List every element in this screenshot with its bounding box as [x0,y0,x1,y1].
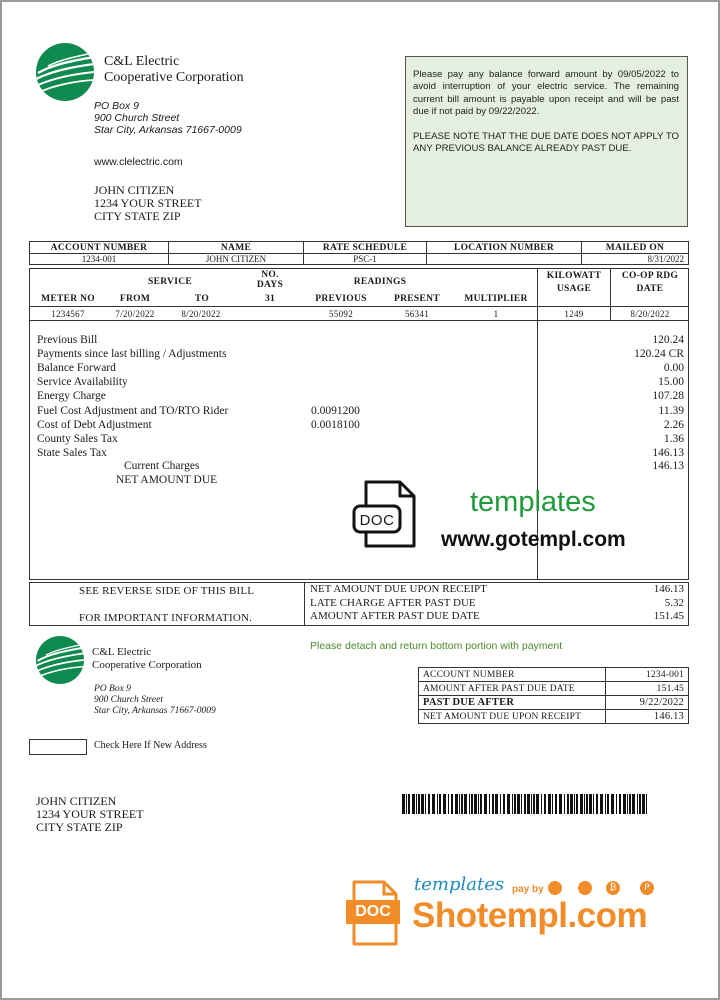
from-header: FROM [119,294,151,304]
reverse-side-line2: FOR IMPORTANT INFORMATION. [79,612,253,624]
meter-no-header: METER NO [41,294,95,304]
charge-label: Cost of Debt Adjustment [37,418,152,431]
no-days-header: NO. DAYS [256,270,284,290]
charge-amount: 0.00 [663,362,684,375]
after-due-value: 151.45 [653,610,684,622]
watermark-url[interactable]: www.gotempl.com [441,528,626,551]
barcode [402,794,650,814]
charge-label: Payments since last billing / Adjustments [37,348,227,361]
net-due-value: 146.13 [653,583,684,595]
to-header: TO [194,294,210,304]
notice-paragraph-2: PLEASE NOTE THAT THE DUE DATE DOES NOT APPLY TO ANY PREVIOUS BALANCE ALREADY PAST DUE. [413,130,679,155]
charge-label: Fuel Cost Adjustment and TO/RTO Rider [37,404,229,417]
previous-value: 55092 [329,309,353,319]
coin-icon [578,881,592,895]
charge-amount: 107.28 [652,390,684,403]
stub-company-address: PO Box 9 900 Church Street Star City, Arkansas 71667-0009 [94,684,216,716]
paypal-icon: P [640,881,654,895]
mailed-on-value: 8/31/2022 [582,254,689,265]
days-value: 31 [264,294,276,304]
location-number-value [427,254,582,265]
to-value: 8/20/2022 [181,309,221,319]
new-address-label: Check Here If New Address [94,740,207,751]
meter-no-value: 1234567 [51,309,85,319]
name-header: NAME [169,242,304,254]
readings-header: READINGS [353,277,407,287]
company-street: 900 Church Street [94,112,180,124]
company-city: Star City, Arkansas 71667-0009 [94,124,242,136]
company-website[interactable]: www.clelectric.com [94,156,183,168]
charge-label: Service Availability [37,376,128,389]
net-amount-due-label: NET AMOUNT DUE [116,474,218,486]
multiplier-header: MULTIPLIER [464,294,528,304]
late-charge-value: 5.32 [664,596,684,609]
charge-label: Balance Forward [37,362,116,375]
charge-label: Previous Bill [37,334,98,346]
name-value: JOHN CITIZEN [169,254,304,265]
customer-city: CITY STATE ZIP [94,209,181,223]
detach-instruction: Please detach and return bottom portion with payment [310,640,563,652]
customer-name: JOHN CITIZEN [94,183,175,197]
coop-date-value: 8/20/2022 [630,309,670,319]
charge-label: County Sales Tax [37,432,118,445]
summary-values [654,583,684,624]
doc-file-icon [352,478,424,550]
charge-rate: 0.0091200 [311,404,360,417]
card-icon [548,881,562,895]
company-name [104,54,244,86]
pay-by-label: pay by [512,884,544,895]
bitcoin-icon: ₿ [606,881,620,895]
footer-templates-script: templates [414,874,505,895]
company-name-line1: C&L Electric [104,54,180,69]
after-due-label: AMOUNT AFTER PAST DUE DATE [310,610,480,622]
company-address [94,100,242,136]
kwh-value: 1249 [564,309,584,319]
doc-label: DOC [359,512,395,529]
footer-doc-icon [344,878,404,950]
customer-address [94,184,202,223]
mailed-on-header: MAILED ON [582,242,689,254]
location-number-header: LOCATION NUMBER [427,242,582,254]
notice-paragraph-1: Please pay any balance forward amount by 09/05/2022 to avoid interruption of your electric service. The remaining current bill amount is payable upon receipt and will be past due if not paid by 09/22/2022. [413,69,679,118]
stub-company-name: C&L Electric Cooperative Corporation [92,646,202,671]
footer-doc-label: DOC [355,903,391,920]
due-date-notice [405,56,688,227]
footer-shotempl[interactable]: Shotempl.com [412,896,648,935]
charge-amount: 146.13 [652,446,684,459]
rate-schedule-value: PSC-1 [304,254,427,265]
rate-schedule-header: RATE SCHEDULE [304,242,427,254]
stub-customer-address: JOHN CITIZEN 1234 YOUR STREET CITY STATE ZIP [36,795,144,833]
multiplier-value: 1 [493,309,499,319]
previous-header: PREVIOUS [315,294,367,304]
charge-label: Energy Charge [37,390,106,403]
coop-rdg-date-header: CO-OP RDG DATE [621,271,679,294]
net-due-label: NET AMOUNT DUE UPON RECEIPT [310,583,487,595]
charge-label: State Sales Tax [37,446,107,459]
charge-amount: 120.24 CR [634,348,684,361]
reverse-side-line1: SEE REVERSE SIDE OF THIS BILL [79,585,255,597]
current-charges-amount: 146.13 [652,460,684,472]
from-value: 7/20/2022 [115,309,155,319]
account-number-header: ACCOUNT NUMBER [30,242,169,254]
late-charge-label: LATE CHARGE AFTER PAST DUE [310,596,476,609]
new-address-checkbox[interactable] [29,739,87,755]
service-header: SERVICE [147,277,192,287]
kilowatt-usage-header: KILOWATT USAGE [546,271,602,294]
account-number-value: 1234-001 [30,254,169,265]
charge-amount: 15.00 [658,376,684,389]
company-po-box: PO Box 9 [94,100,139,112]
present-header: PRESENT [394,294,440,304]
current-charges-label: Current Charges [124,460,200,472]
watermark-templates: templates [470,486,596,518]
charge-amount: 120.24 [652,334,684,346]
company-name-line2: Cooperative Corporation [104,70,244,85]
company-logo [36,43,94,101]
charge-amount: 11.39 [658,404,684,417]
summary-labels [310,583,487,624]
charge-rate: 0.0018100 [311,418,360,431]
present-value: 56341 [405,309,429,319]
charge-amount: 1.36 [663,432,684,445]
charge-amount: 2.26 [663,418,684,431]
account-table [29,241,689,265]
customer-street: 1234 YOUR STREET [94,196,202,210]
stub-company-logo [36,636,84,684]
stub-payment-table: ACCOUNT NUMBER 1234-001 AMOUNT AFTER PAST DUE DATE 151.45 PAST DUE AFTER 9/22/2022 NET AMOUNT DUE UPON RECEIPT 146.13 [418,667,689,724]
